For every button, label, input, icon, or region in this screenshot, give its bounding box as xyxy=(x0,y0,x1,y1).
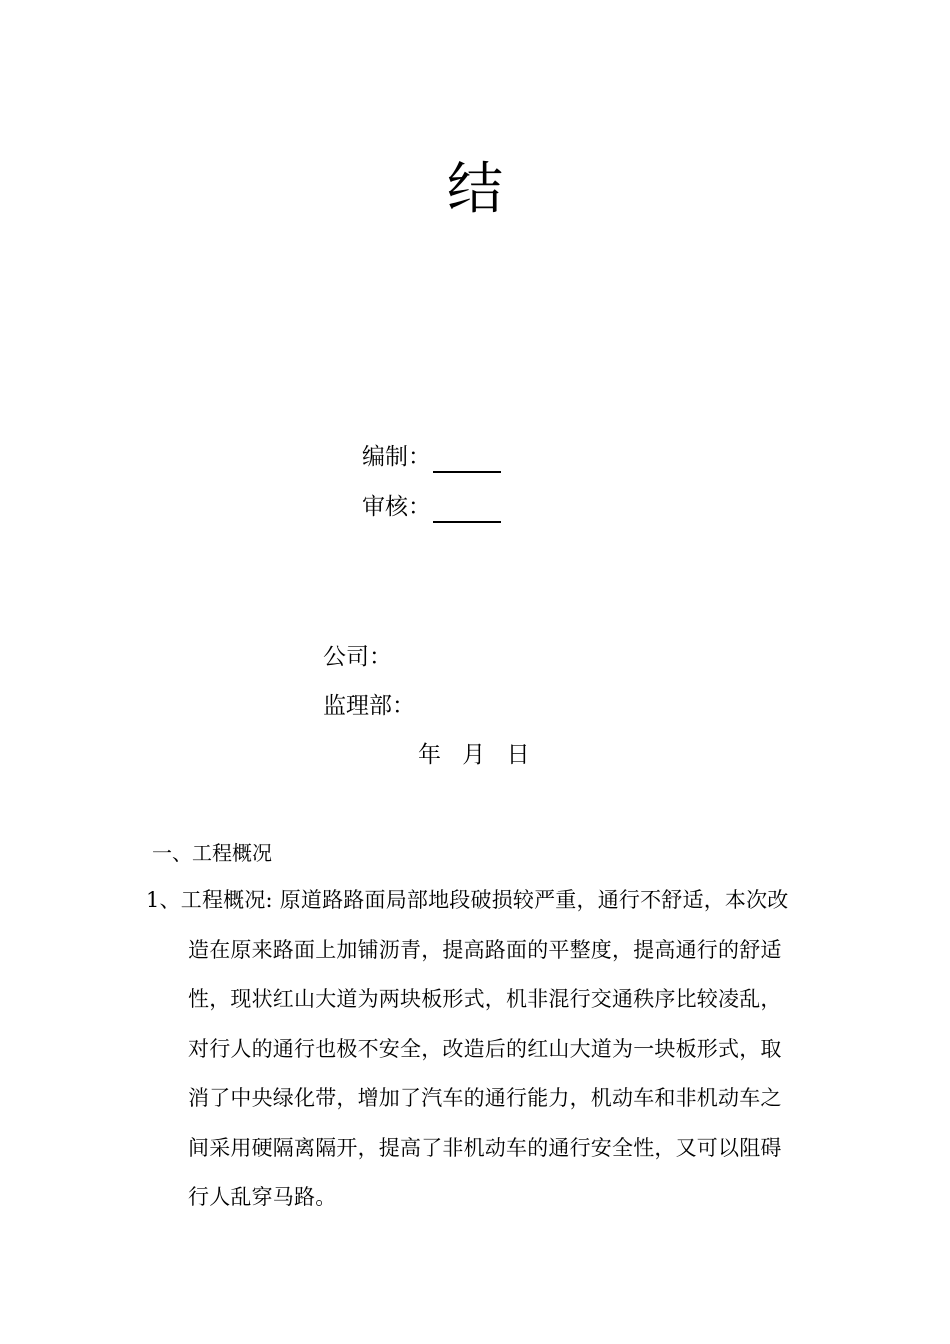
document-title: 结 xyxy=(447,157,503,222)
paragraph-line: 造在原来路面上加铺沥青，提高路面的平整度，提高通行的舒适 xyxy=(188,937,782,962)
paragraph-line: 间采用硬隔离隔开，提高了非机动车的通行安全性，又可以阻碍 xyxy=(188,1135,782,1160)
reviewer-blank-line xyxy=(433,495,501,523)
paragraph-line: 行人乱穿马路。 xyxy=(188,1185,337,1209)
compiler-blank-line xyxy=(433,445,501,473)
date-line: 年 月 日 xyxy=(418,742,530,768)
company-label: 公司： xyxy=(323,644,392,670)
compiler-row xyxy=(362,441,501,473)
compiler-label: 编制： xyxy=(362,444,431,470)
overview-paragraph xyxy=(146,876,810,1223)
reviewer-row xyxy=(362,491,501,523)
paragraph-line: 1、工程概况: 原道路路面局部地段破损较严重，通行不舒适，本次改 xyxy=(146,888,789,912)
paragraph-line: 对行人的通行也极不安全，改造后的红山大道为一块板形式，取 xyxy=(188,1036,782,1061)
supervision-label: 监理部： xyxy=(323,693,415,719)
paragraph-line: 消了中央绿化带，增加了汽车的通行能力，机动车和非机动车之 xyxy=(188,1086,782,1110)
section-heading: 一、工程概况 xyxy=(152,841,272,865)
reviewer-label: 审核： xyxy=(362,494,431,520)
paragraph-line: 性，现状红山大道为两块板形式，机非混行交通秩序比较凌乱， xyxy=(188,987,782,1011)
